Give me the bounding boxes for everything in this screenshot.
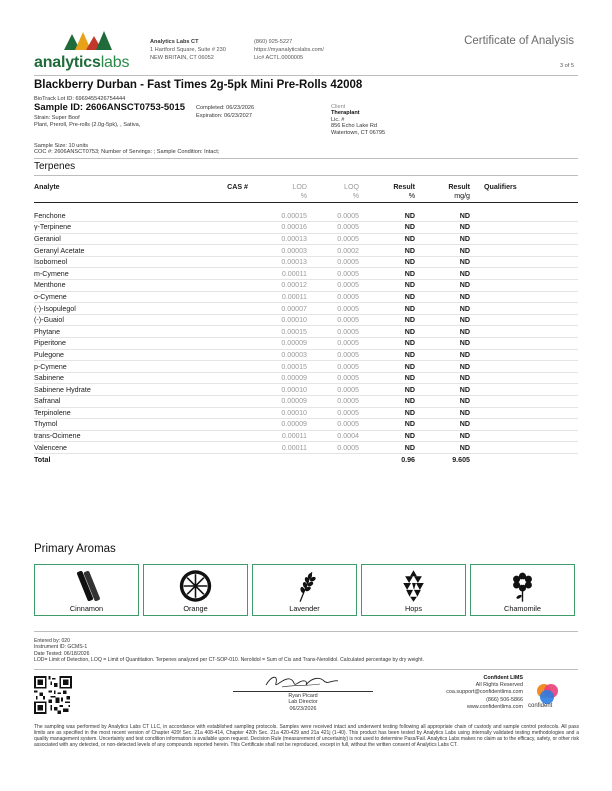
cell-lod: 0.00011 [252,268,307,280]
cell-cas [192,419,252,431]
cell-cas [192,233,252,245]
cell-cas [192,407,252,419]
aroma-label: Orange [183,604,208,613]
cell-lod: 0.00013 [252,233,307,245]
total-label: Total [34,453,192,465]
cell-loq: 0.0005 [307,314,359,326]
cell-cas [192,256,252,268]
lab-phone: (860) 925-5227 [254,39,293,45]
lims-phone: (866) 506-5866 [486,696,523,703]
cell-qualifiers [470,268,578,280]
lims-email[interactable]: coa.support@confidentlims.com [446,689,523,696]
header-qualifiers: Qualifiers [484,182,517,191]
cell-result-mgg: ND [415,233,470,245]
units-row [34,191,578,202]
notes-divider [34,669,578,670]
cell-result-percent: ND [359,245,415,257]
cell-lod: 0.00010 [252,407,307,419]
cell-loq: 0.0005 [307,233,359,245]
table-row [34,384,578,396]
cell-qualifiers [470,291,578,303]
table-row [34,361,578,373]
cell-result-mgg: ND [415,280,470,292]
cell-qualifiers [470,233,578,245]
cell-lod: 0.00012 [252,280,307,292]
table-row [34,245,578,257]
sample-id: Sample ID: 2606ANSCT0753-5015 [34,102,186,113]
cell-qualifiers [470,314,578,326]
cell-analyte: γ-Terpinene [34,222,192,234]
cell-cas [192,349,252,361]
cell-result-percent: ND [359,384,415,396]
cell-qualifiers [470,361,578,373]
cell-qualifiers [470,396,578,408]
cell-result-percent: ND [359,268,415,280]
header-divider [34,75,578,76]
cell-lod: 0.00011 [252,430,307,442]
client-license: Lic. # [331,116,345,123]
cell-cas [192,326,252,338]
analytics-labs-logo [34,30,144,74]
cell-analyte: (-)-Guaiol [34,314,192,326]
cell-loq: 0.0005 [307,256,359,268]
cell-lod: 0.00011 [252,291,307,303]
lims-website[interactable]: www.confidentlims.com [466,703,523,710]
cell-qualifiers [470,326,578,338]
cell-result-mgg: ND [415,303,470,315]
cell-analyte: Sabinene [34,372,192,384]
cell-cas [192,396,252,408]
confident-logo-text: confident [528,703,553,709]
cell-result-mgg: ND [415,222,470,234]
client-block [331,104,385,136]
table-row [34,314,578,326]
table-row [34,430,578,442]
cell-analyte: (-)-Isopulegol [34,303,192,315]
cell-result-percent: ND [359,442,415,454]
cell-cas [192,442,252,454]
aromas-divider [34,631,578,632]
cell-result-mgg: ND [415,442,470,454]
cell-cas [192,268,252,280]
cell-loq: 0.0005 [307,210,359,222]
aroma-label: Cinnamon [69,604,104,613]
cell-lod: 0.00009 [252,372,307,384]
cell-result-percent: ND [359,280,415,292]
signer-role: Lab Director [288,699,318,706]
hops-icon [362,568,465,604]
unit-lod: % [252,191,307,202]
cell-result-mgg: ND [415,314,470,326]
logo-wordmark: analyticslabs [34,54,130,71]
cell-loq: 0.0005 [307,338,359,350]
aromas-section-title: Primary Aromas [34,543,116,555]
aroma-card-orange [143,564,248,616]
cell-analyte: Safranal [34,396,192,408]
aroma-label: Lavender [289,604,320,613]
cell-qualifiers [470,384,578,396]
disclaimer-text: The sampling was performed by Analytics Labs CT LLC, in accordance with established sampling protocols. Samples were received intact and underwent testing following all appropriate chain of custody and sample control protocols. All pass limits are as specified in the most recent version of Chapter 420f Sec. 21a 408-414, Chapter 420h Sec. 21a 420-429 and 21a 421j (1-40). This product has been tested by Analytics Labs using internally validated testing methodologies and a quality management system. Uncertainty and test condition information is available upon request. Decision Rule (measurement of uncertainty) is not used to determine Pass/Fail. Analytics Labs makes no claim as to the efficacy, safety, or other risk associated with any detected, or non-detected levels of any compounds reported herein. This Certificate shall not be reproduced, except in full, without the written consent of Analytics Labs CT. [34,724,579,748]
cell-analyte: Menthone [34,280,192,292]
cell-cas [192,314,252,326]
signature-image [262,671,342,691]
cell-lod: 0.00010 [252,314,307,326]
table-row [34,210,578,222]
cell-qualifiers [470,210,578,222]
header-result-mgg: Result [448,182,470,191]
cell-analyte: Valencene [34,442,192,454]
cell-cas [192,372,252,384]
table-row [34,372,578,384]
aroma-card-cinnamon [34,564,139,616]
cell-qualifiers [470,245,578,257]
legend-note: LOD= Limit of Detection, LOQ = Limit of Quantitation. Terpenes analyzed per CT-SOP-010. Nerolidol = Sum of Cis and Trans-Nerolidol. Calculated percentage by dry weight. [34,656,424,663]
cell-qualifiers [470,349,578,361]
table-row [34,326,578,338]
cell-result-mgg: ND [415,430,470,442]
aroma-label: Chamomile [504,604,541,613]
cell-analyte: Isoborneol [34,256,192,268]
lavender-icon [253,568,356,604]
terpenes-section-title: Terpenes [34,161,76,172]
entered-by: Entered by: 020 [34,638,70,644]
cell-result-percent: ND [359,338,415,350]
document-title: Certificate of Analysis [464,35,574,47]
table-row [34,303,578,315]
cell-loq: 0.0005 [307,326,359,338]
cell-loq: 0.0002 [307,245,359,257]
signature-date: 06/23/2026 [289,705,317,712]
lims-block [446,675,523,711]
cell-result-mgg: ND [415,291,470,303]
cell-cas [192,361,252,373]
logo-mountain-icon [64,30,114,52]
lab-contact-block [254,38,324,63]
cell-result-percent: ND [359,326,415,338]
aroma-label: Hops [404,604,423,613]
cell-lod: 0.00011 [252,442,307,454]
cell-analyte: Sabinene Hydrate [34,384,192,396]
total-result-mgg: 9.605 [415,453,470,465]
cell-result-mgg: ND [415,384,470,396]
cell-result-percent: ND [359,361,415,373]
cell-result-percent: ND [359,349,415,361]
client-address-line1: 856 Echo Lake Rd [331,123,378,130]
cell-lod: 0.00003 [252,349,307,361]
table-row [34,268,578,280]
cell-lod: 0.00013 [252,256,307,268]
cell-result-percent: ND [359,291,415,303]
cell-result-mgg: ND [415,256,470,268]
cell-result-mgg: ND [415,372,470,384]
cell-analyte: o-Cymene [34,291,192,303]
header-result-percent: Result [393,182,415,191]
cell-analyte: Fenchone [34,210,192,222]
cell-loq: 0.0005 [307,222,359,234]
cell-qualifiers [470,256,578,268]
table-row [34,233,578,245]
expiration-date: Expiration: 06/23/2027 [196,113,252,120]
cell-loq: 0.0005 [307,268,359,280]
lab-address-block [150,38,226,63]
header-loq: LOQ [344,182,359,191]
cell-lod: 0.00009 [252,419,307,431]
test-notes [34,638,424,663]
table-row [34,222,578,234]
cell-qualifiers [470,222,578,234]
cell-analyte: Geraniol [34,233,192,245]
signer-block [233,693,373,712]
cell-cas [192,210,252,222]
aroma-card-chamomile [470,564,575,616]
cell-cas [192,291,252,303]
client-name: Theraplant [331,110,360,117]
cell-lod: 0.00007 [252,303,307,315]
cell-result-percent: ND [359,303,415,315]
lims-name: Confident LIMS [483,675,523,681]
cell-loq: 0.0005 [307,419,359,431]
total-result-percent: 0.96 [359,453,415,465]
cell-result-percent: ND [359,396,415,408]
sample-size: Sample Size: 10 units [34,143,89,149]
cell-result-percent: ND [359,314,415,326]
cell-loq: 0.0005 [307,361,359,373]
cell-qualifiers [470,303,578,315]
lab-license: Lic# ACTL.0000005 [254,55,304,62]
biotrack-lot-id: BioTrack Lot ID: 6969455426754444 [34,96,126,102]
lab-address-line1: 1 Hartford Square, Suite # 230 [150,47,226,54]
product-category: Plant, Preroll, Pre-rolls (2.0g-5pk), , Sativa, [34,121,141,128]
cell-loq: 0.0005 [307,280,359,292]
terpenes-table [34,182,578,465]
aroma-card-lavender [252,564,357,616]
total-row [34,453,578,465]
cell-loq: 0.0005 [307,442,359,454]
cell-result-mgg: ND [415,326,470,338]
unit-result-percent: % [359,191,415,202]
cell-cas [192,384,252,396]
lab-name: Analytics Labs CT [150,39,199,45]
cell-loq: 0.0005 [307,303,359,315]
table-row [34,256,578,268]
cell-result-mgg: ND [415,419,470,431]
cell-qualifiers [470,338,578,350]
cell-analyte: trans-Ocimene [34,430,192,442]
cell-analyte: Phytane [34,326,192,338]
table-header-row [34,182,578,191]
lims-rights: All Rights Reserved [475,682,523,689]
cell-loq: 0.0005 [307,384,359,396]
cell-analyte: p-Cymene [34,361,192,373]
cell-loq: 0.0005 [307,372,359,384]
cell-result-percent: ND [359,256,415,268]
cell-analyte: Thymol [34,419,192,431]
cell-loq: 0.0005 [307,349,359,361]
cell-analyte: Terpinolene [34,407,192,419]
signature-line [233,691,373,692]
cell-result-percent: ND [359,233,415,245]
cell-qualifiers [470,430,578,442]
cell-lod: 0.00003 [252,245,307,257]
aroma-card-hops [361,564,466,616]
instrument-id: Instrument ID: GCMS-1 [34,644,88,651]
cell-lod: 0.00009 [252,338,307,350]
table-row [34,291,578,303]
cell-cas [192,222,252,234]
page-number: 3 of 5 [560,63,574,69]
cell-analyte: Pulegone [34,349,192,361]
cell-result-percent: ND [359,430,415,442]
coc-info: COC #: 2606ANSCT0753; Number of Servings: ; Sample Condition: Intact; [34,149,220,156]
cell-result-percent: ND [359,372,415,384]
orange-icon [144,568,247,604]
strain-name: Strain: Super Boof [34,115,80,121]
cell-lod: 0.00015 [252,361,307,373]
cell-result-mgg: ND [415,210,470,222]
cell-result-percent: ND [359,210,415,222]
cell-result-mgg: ND [415,245,470,257]
table-row [34,442,578,454]
cell-cas [192,280,252,292]
table-row [34,419,578,431]
unit-loq: % [307,191,359,202]
cell-result-percent: ND [359,419,415,431]
cell-result-mgg: ND [415,361,470,373]
cell-result-mgg: ND [415,349,470,361]
product-title: Blackberry Durban - Fast Times 2g-5pk Mini Pre-Rolls 42008 [34,79,363,91]
table-row [34,407,578,419]
header-analyte: Analyte [34,182,60,191]
cell-lod: 0.00016 [252,222,307,234]
client-address-line2: Watertown, CT 06795 [331,129,386,136]
cell-cas [192,338,252,350]
client-label: Client [331,104,346,110]
cell-lod: 0.00015 [252,210,307,222]
cell-cas [192,245,252,257]
header-lod: LOD [292,182,307,191]
qr-code-icon[interactable] [34,676,72,714]
cell-loq: 0.0005 [307,396,359,408]
unit-result-mgg: mg/g [415,191,470,202]
terpenes-divider [34,175,578,176]
cell-lod: 0.00009 [252,396,307,408]
signer-name: Ryan Picard [288,693,318,699]
cell-cas [192,430,252,442]
completed-date: Completed: 06/23/2026 [196,105,255,111]
table-row [34,349,578,361]
cinnamon-icon [35,568,138,604]
chamomile-icon [471,568,574,604]
table-row [34,280,578,292]
date-tested: Date Tested: 06/18/2026 [34,650,90,657]
lab-address-line2: NEW BRITAIN, CT 06052 [150,55,214,62]
cell-analyte: Piperitone [34,338,192,350]
cell-result-mgg: ND [415,338,470,350]
cell-qualifiers [470,442,578,454]
cell-qualifiers [470,407,578,419]
cell-result-mgg: ND [415,268,470,280]
cell-lod: 0.00015 [252,326,307,338]
cell-cas [192,303,252,315]
dates-block [196,104,254,121]
cell-result-percent: ND [359,407,415,419]
cell-loq: 0.0005 [307,291,359,303]
strain-info [34,115,140,128]
cell-loq: 0.0004 [307,430,359,442]
cell-analyte: Geranyl Acetate [34,245,192,257]
cell-qualifiers [470,280,578,292]
cell-result-mgg: ND [415,407,470,419]
cell-qualifiers [470,372,578,384]
lab-website-link[interactable]: https://myanalyticslabs.com/ [254,47,324,54]
cell-loq: 0.0005 [307,407,359,419]
cell-lod: 0.00010 [252,384,307,396]
info-divider [34,158,578,159]
table-row [34,396,578,408]
cell-result-mgg: ND [415,396,470,408]
sample-size-block [34,143,219,156]
cell-qualifiers [470,419,578,431]
cell-analyte: m-Cymene [34,268,192,280]
header-cas: CAS # [227,182,248,191]
table-row [34,338,578,350]
cell-result-percent: ND [359,222,415,234]
